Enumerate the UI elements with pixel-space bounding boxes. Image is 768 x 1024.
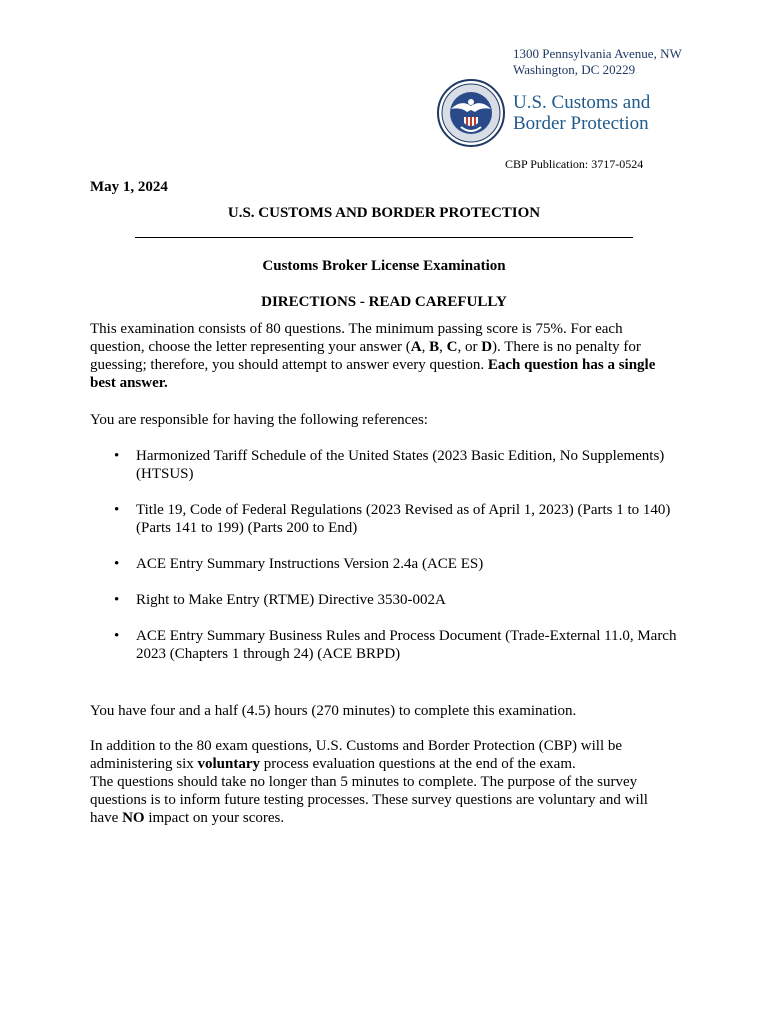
reference-item: • Harmonized Tariff Schedule of the United States (2023 Basic Edition, No Supplements) (HTSUS) (90, 447, 690, 483)
exam-title: Customs Broker License Examination (262, 258, 506, 274)
directions-heading: DIRECTIONS - READ CAREFULLY (261, 294, 507, 310)
agency-name-line-2: Border Protection (513, 113, 649, 134)
reference-item: • Right to Make Entry (RTME) Directive 3530-002A (90, 591, 690, 609)
cbp-seal-icon (437, 79, 505, 147)
reference-item: • ACE Entry Summary Business Rules and Process Document (Trade-External 11.0, March 2023 (Chapters 1 through 24) (ACE BRPD) (90, 627, 690, 663)
agency-address (513, 46, 682, 78)
time-limit-paragraph: You have four and a half (4.5) hours (270 minutes) to complete this examination. (90, 703, 577, 719)
reference-item: • Title 19, Code of Federal Regulations (2023 Revised as of April 1, 2023) (Parts 1 to 140) (Parts 141 to 199) (Parts 200 to End) (90, 501, 690, 537)
references-intro: You are responsible for having the following references: (90, 412, 428, 428)
document-date: May 1, 2024 (90, 179, 168, 195)
publication-number: CBP Publication: 3717-0524 (505, 157, 644, 171)
address-line-2: Washington, DC 20229 (513, 62, 636, 77)
agency-name (513, 92, 650, 134)
intro-paragraph: This examination consists of 80 questions. The minimum passing score is 75%. For each question, choose the letter representing your answer (A, B, C, or D). There is no penalty for guessing; therefore, you should attempt to answer every question. Each question has a single best answer. (90, 321, 656, 391)
heading-divider (135, 237, 633, 238)
address-line-1: 1300 Pennsylvania Avenue, NW (513, 46, 682, 61)
agency-name-line-1: U.S. Customs and (513, 92, 651, 113)
reference-item: • ACE Entry Summary Instructions Version 2.4a (ACE ES) (90, 555, 690, 573)
survey-paragraph: In addition to the 80 exam questions, U.S. Customs and Border Protection (CBP) will be administering six voluntary process evaluation questions at the end of the exam. The questions should take no longer than 5 minutes to complete. The purpose of the survey questions is to inform future testing processes. These survey questions are voluntary and will have NO impact on your scores. (90, 738, 648, 826)
references-list (90, 447, 690, 681)
org-heading: U.S. CUSTOMS AND BORDER PROTECTION (227, 205, 541, 221)
